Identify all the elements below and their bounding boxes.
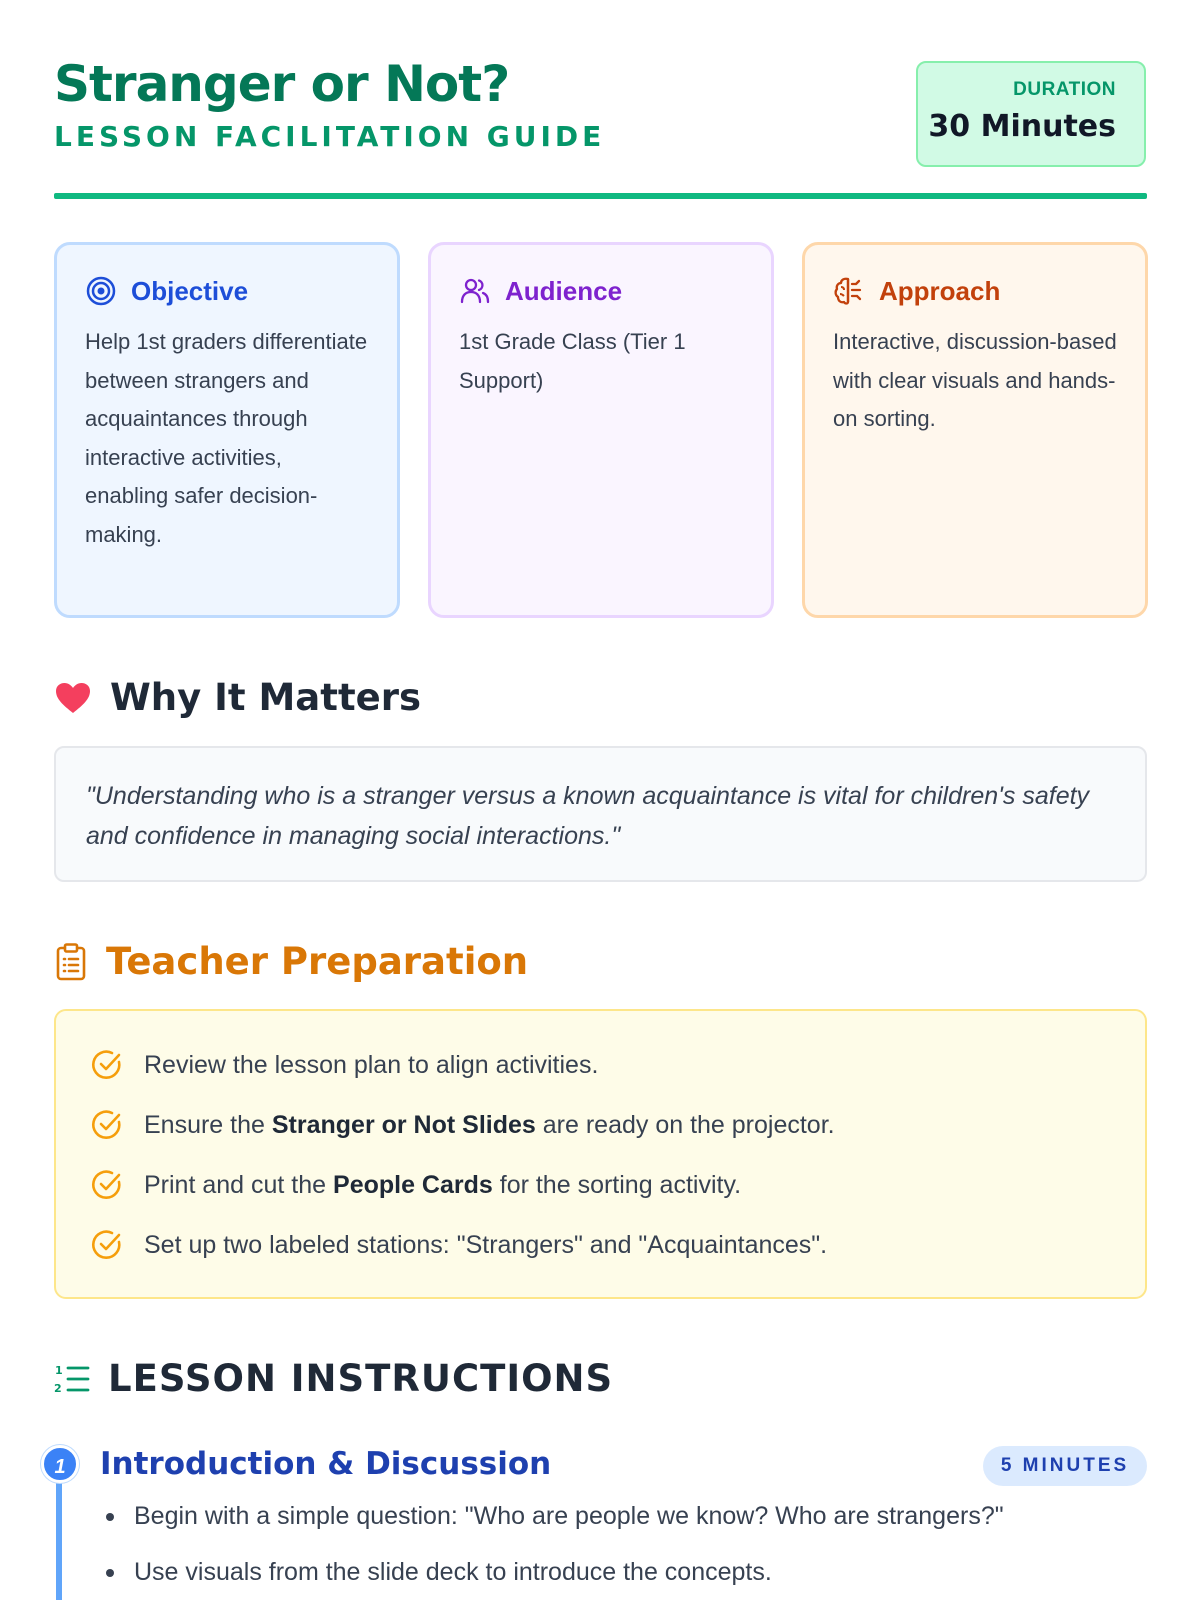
duration-label: DURATION	[1013, 79, 1116, 100]
prep-item: Ensure the Stranger or Not Slides are ready on the projector.	[90, 1095, 1145, 1155]
brain-icon	[833, 275, 865, 307]
audience-title: Audience	[505, 275, 623, 306]
target-icon	[85, 275, 117, 307]
page-title: Stranger or Not?	[54, 55, 510, 113]
check-circle-icon	[90, 1168, 124, 1202]
step-number: 1	[41, 1445, 79, 1483]
check-circle-icon	[90, 1048, 124, 1082]
heart-icon	[54, 681, 92, 715]
prep-item: Review the lesson plan to align activities.	[90, 1035, 1145, 1095]
prep-title: Teacher Preparation	[106, 940, 529, 983]
objective-card	[54, 242, 400, 618]
header-divider	[54, 193, 1147, 199]
step-title: Introduction & Discussion	[100, 1446, 552, 1482]
lesson-header	[54, 52, 1146, 202]
approach-text: Interactive, discussion-based with clear visuals and hands-on sorting.	[833, 329, 1117, 431]
svg-text:2: 2	[54, 1381, 62, 1395]
clipboard-icon	[54, 942, 88, 982]
page-subtitle: LESSON FACILITATION GUIDE	[54, 120, 606, 153]
instructions-title: LESSON INSTRUCTIONS	[108, 1357, 614, 1400]
summary-cards	[54, 242, 1147, 618]
why-quote: "Understanding who is a stranger versus a known acquaintance is vital for children's safety and confidence in managing social interactions."	[86, 782, 1090, 850]
prep-section-heading	[54, 940, 528, 983]
check-circle-icon	[90, 1108, 124, 1142]
approach-title: Approach	[879, 275, 1001, 306]
list-item: Begin with a simple question: "Who are people we know? Who are strangers?"	[100, 1500, 1004, 1556]
prep-item: Set up two labeled stations: "Strangers" and "Acquaintances".	[90, 1215, 1145, 1275]
duration-value: 30 Minutes	[928, 109, 1116, 144]
why-title: Why It Matters	[110, 676, 422, 719]
why-section-heading	[54, 676, 421, 719]
audience-card	[428, 242, 774, 618]
objective-text: Help 1st graders differentiate between strangers and acquaintances through interactive activities, enabling safer decision-making.	[85, 329, 368, 547]
users-icon	[459, 275, 491, 307]
objective-title: Objective	[131, 275, 249, 306]
duration-badge	[916, 61, 1146, 167]
numbered-list-icon	[54, 1362, 90, 1396]
why-quote-box	[54, 746, 1147, 882]
prep-checklist	[54, 1009, 1147, 1299]
approach-card	[802, 242, 1148, 618]
list-item: Use visuals from the slide deck to introduce the concepts.	[100, 1556, 1004, 1600]
step-bullets	[100, 1500, 1004, 1600]
svg-text:1: 1	[55, 1363, 63, 1377]
step-duration-badge: 5 MINUTES	[983, 1446, 1147, 1486]
audience-text: 1st Grade Class (Tier 1 Support)	[459, 329, 686, 393]
check-circle-icon	[90, 1228, 124, 1262]
prep-item: Print and cut the People Cards for the sorting activity.	[90, 1155, 1145, 1215]
instructions-section-heading	[54, 1357, 613, 1400]
